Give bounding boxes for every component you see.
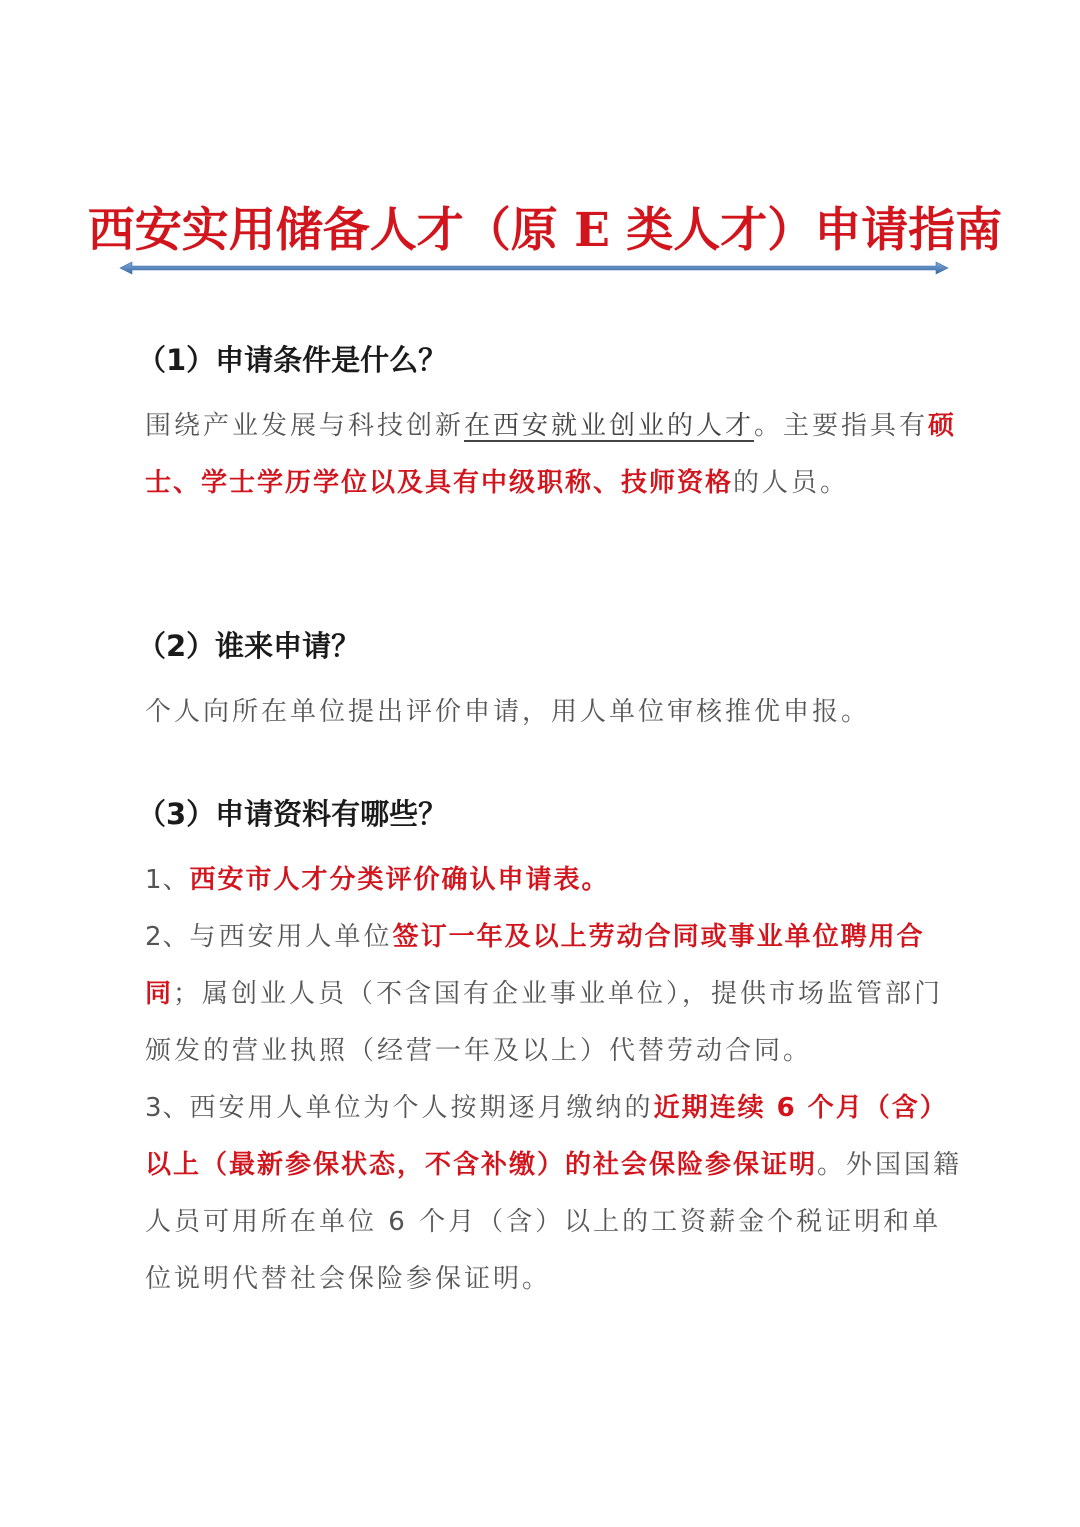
highlight-text: 西安市人才分类评价确认申请表。: [189, 865, 610, 895]
text-run: 个人向所在单位提出评价申请，用人单位审核推优申报。: [145, 697, 871, 727]
section-materials: [137, 794, 965, 1308]
text-run: 。外国国籍人员可用所在单位 6 个月（含）以上的工资薪金个税证明和单位说明代替社会保险参保证明。: [145, 1150, 963, 1294]
section-heading: （3）申请资料有哪些？: [137, 797, 448, 831]
document-title: 西安实用储备人才（原 E 类人才）申请指南: [87, 203, 1003, 258]
highlight-text: 签订一年及以上劳动合同或事业单位聘用合同: [145, 922, 925, 1009]
text-run: ；属创业人员（不含国有企业事业单位），提供市场监管部门颁发的营业执照（经营一年及以上）代替劳动合同。: [145, 979, 944, 1066]
text-run: 与西安用人单位: [189, 922, 393, 952]
text-run: 的人员。: [733, 468, 850, 498]
item-number: 1、: [145, 865, 190, 895]
highlight-text: 近期连续 6 个月（含）以上（最新参保状态，不含补缴）的社会保险参保证明: [145, 1093, 948, 1180]
section-heading: （1）申请条件是什么？: [137, 343, 448, 377]
title-divider: [118, 258, 950, 278]
underlined-text: 在西安就业创业的人才: [464, 411, 755, 441]
highlight-text: 硕士、学士学历学位以及具有中级职称、技师资格: [145, 411, 957, 498]
text-run: 西安用人单位为个人按期逐月缴纳的: [189, 1093, 654, 1123]
section-heading: （2）谁来申请？: [137, 629, 361, 663]
item-number: 2、: [145, 922, 190, 952]
text-run: 围绕产业发展与科技创新: [145, 411, 465, 441]
conditions-paragraph: [145, 398, 965, 512]
list-item: [145, 852, 965, 909]
section-conditions: [137, 340, 965, 512]
list-item: [145, 909, 965, 1080]
text-run: 。主要指具有: [754, 411, 929, 441]
item-number: 3、: [145, 1093, 190, 1123]
materials-list: [145, 852, 965, 1308]
list-item: [145, 1080, 965, 1308]
who-applies-paragraph: [145, 684, 965, 741]
section-who-applies: [137, 626, 965, 741]
